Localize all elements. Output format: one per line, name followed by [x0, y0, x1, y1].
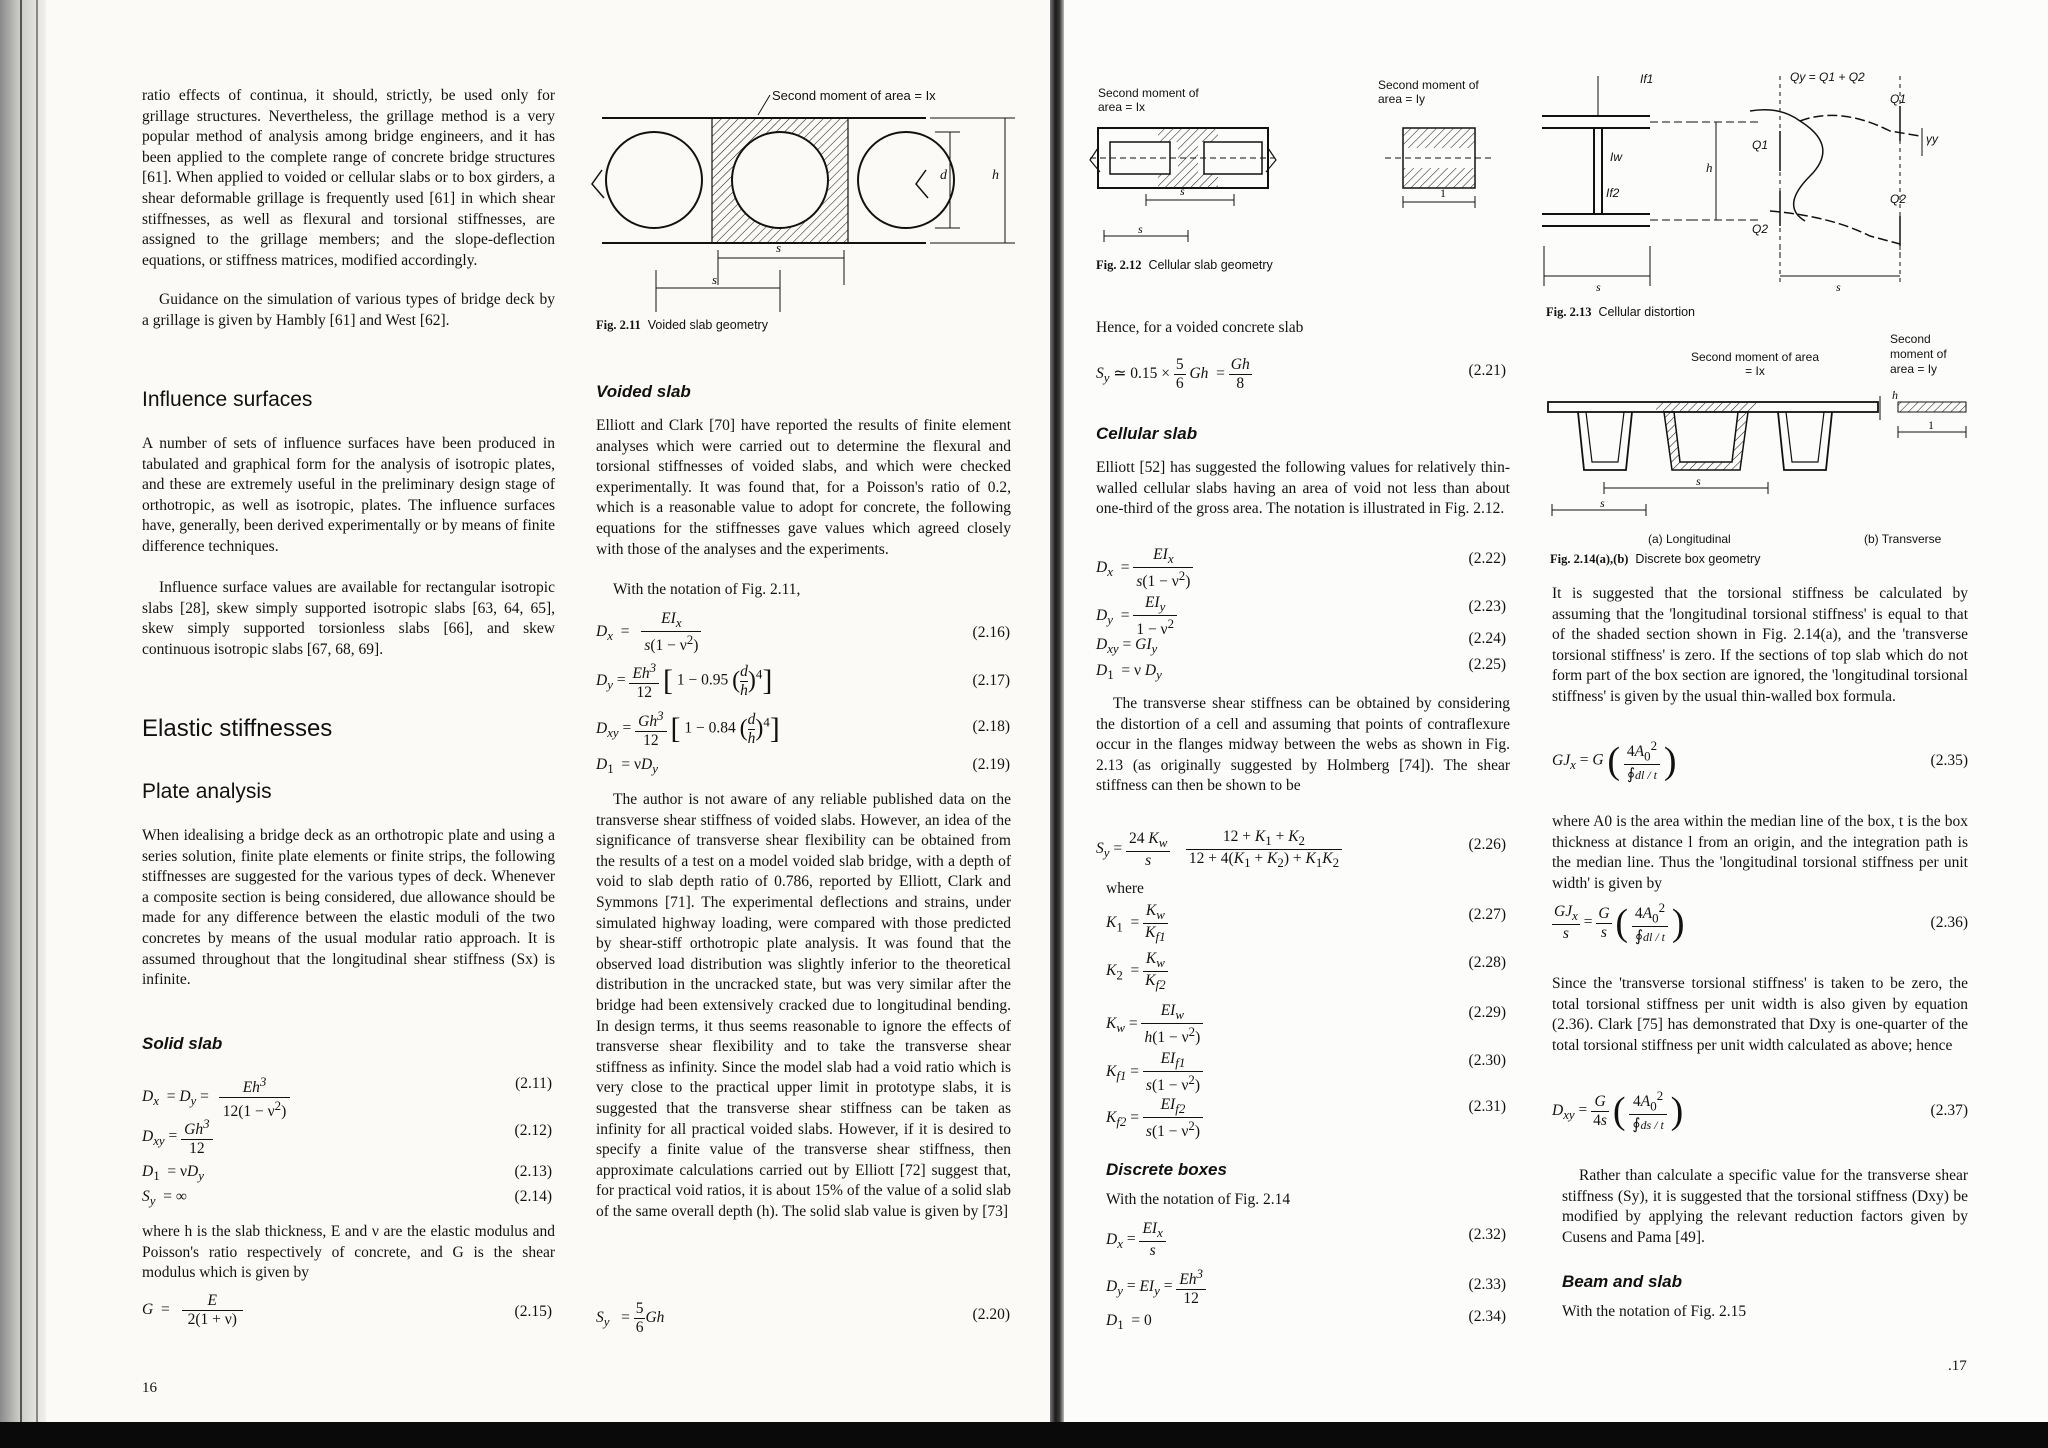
caption-number: Fig. 2.11: [596, 318, 641, 332]
paragraph-influence-1: A number of sets of influence surfaces have been produced in tabulated and graphical form for the analysis of isotropic plates, and these are extremely useful in the preliminary design stage of orthotropic, as well as isotropic, plates. The influence surfaces have, generally, been derived experimentally or by means of finite difference techniques.: [142, 435, 555, 555]
paragraph-box-4: Rather than calculate a specific value for the transverse shear stiffness (Sy), it is suggested that the torsional stiffness (Dxy) be modified by applying the relevant reduction factors given by Cusens and Pama [49].: [1562, 1167, 1968, 1246]
label-q1: Q1: [1752, 138, 1769, 152]
equation-2-15: G = $\frac{E}{2(1 + \nu)}$: [142, 1292, 243, 1329]
equation-number: (2.15): [514, 1303, 552, 1320]
heading-elastic-stiffnesses: Elastic stiffnesses: [142, 715, 333, 742]
book-edge-line: [20, 0, 22, 1448]
paragraph-cellular-2: The transverse shear stiffness can be obtained by considering the distortion of a cell and assuming that points of contraflexure occur in the flanges midway between the webs as shown in Fig. 2.13 (as originally suggested by Holmberg [74]). The shear stiffness can then be shown to be: [1096, 695, 1510, 795]
equation-2-23: $D_y$ = $EI_y$ $1 - \nu^2$: [1096, 594, 1177, 639]
equation-2-13: $D_1 = \nu D_y$: [142, 1163, 204, 1184]
figure-label-moment: Second moment of area = Ix: [772, 88, 936, 103]
label-s: s: [1596, 280, 1601, 294]
book-edge: [0, 0, 46, 1448]
figure-voided-slab: [590, 80, 1020, 320]
equation-number: (2.21): [1468, 362, 1506, 379]
label-fig214-moment-x: Second moment of area = Ix: [1690, 350, 1820, 378]
paragraph-box-1: It is suggested that the torsional stiffness be calculated by assuming that the 'longitudinal torsional stiffness' is equal to that of the shaded section shown in Fig. 2.14(a), and the 'transverse torsional stiffness' is zero. If the sections of top slab which do not form part of the box section are ignored, the 'longitudinal torsional stiffness' is given by the usual thin-walled box formula.: [1552, 585, 1968, 705]
label-gamma: γy: [1926, 132, 1938, 146]
paragraph-voided-3: The author is not aware of any reliable published data on the transverse shear stiffness of voided slabs. However, an idea of the significance of transverse shear flexibility can be obtained from the results of a test on a model voided slab bridge, with a depth of void to slab depth ratio of 0.786, reported by Elliott, Clark and Symmons [71]. The experimental deflections and strains, under simulated highway loading, were compared with those predicted by shear-stiff orthotropic plate analysis. It was found that the observed load distribution was slightly inferior to the theoretical distribution in the uncracked state, but was very similar after the bridge had been extensively cracked due to longitudinal bending. In design terms, it thus seems reasonable to ignore the effects of transverse shear flexibility and to take the transverse shear stiffness as infinity. Since the model slab had a void ratio which is very close to the practical upper limit in prototype slabs, it is suggested that the transverse shear stiffness can be taken as infinity for all practical voided slabs. However, if it is desired to specify a finite value of the transverse shear stiffness, then approximate calculations carried out by Elliott [72] suggest that, for practical void ratios, it is about 15% of the value of a solid slab of the same overall depth (h). The solid slab value is given by [73]: [596, 791, 1011, 1220]
figure-caption-2-11: [596, 318, 768, 333]
equation-number: (2.16): [972, 624, 1010, 641]
figure-label-moment-x: Second moment of area = Ix: [1098, 86, 1199, 114]
equation-2-30: $K_{f1}$ = $EI_{f1}$ $s(1 - \nu^2)$: [1106, 1050, 1203, 1095]
equation-2-34: $D_1 = 0$: [1106, 1312, 1152, 1333]
heading-solid-slab: Solid slab: [142, 1034, 223, 1053]
label-q2: Q2: [1752, 222, 1769, 236]
label-qy: Qy = Q1 + Q2: [1790, 70, 1865, 84]
equation-number: (2.17): [972, 672, 1010, 689]
figure-caption-2-14: [1550, 552, 1760, 567]
label-fig214-a: (a) Longitudinal: [1648, 532, 1731, 546]
page-number-left: 16: [142, 1380, 157, 1396]
equation-2-19: $D_1 = \nu D_y$: [596, 756, 658, 777]
equation-2-16: $D_x$ = $EI_x$ $s(1 - \nu^2)$: [596, 610, 701, 655]
figure-discrete-box: [1548, 390, 1968, 520]
paragraph-intro-1: ratio effects of continua, it should, strictly, be used only for grillage structures. Nevertheless, the grillage method is a very popular method of analysis among bridge engineers, and it has been applied to the complete range of concrete bridge structures [61]. When applied to voided or cellular slabs or to box girders, a shear deformable grillage is frequently used [61] in which shear stiffnesses, as well as flexural and torsional stiffnesses, are assigned to the grillage members; and the slope-deflection equations, or stiffness matrices, modified accordingly.: [142, 87, 555, 269]
figure-label-s: s: [712, 272, 718, 287]
equation-number: (2.30): [1468, 1052, 1506, 1069]
equation-number: (2.28): [1468, 954, 1506, 971]
book-gutter: [1050, 0, 1064, 1448]
caption-text: Cellular distortion: [1598, 305, 1696, 319]
equation-number: (2.32): [1468, 1226, 1506, 1243]
equation-2-31: $K_{f2}$ = $EI_{f2}$ $s(1 - \nu^2)$: [1106, 1096, 1203, 1141]
equation-number: (2.24): [1468, 630, 1506, 647]
heading-voided-slab: Voided slab: [596, 382, 691, 401]
paragraph-discrete: With the notation of Fig. 2.14: [1106, 1191, 1291, 1208]
equation-2-32: $D_x$ = $EI_x$ s: [1106, 1220, 1166, 1260]
label-if1: If1: [1640, 72, 1654, 86]
paragraph-cellular-1: Elliott [52] has suggested the following values for relatively thin-walled cellular slabs having an area of void not less than about one-third of the gross area. The notation is illustrated in Fig. 2.12.: [1096, 459, 1510, 518]
equation-number: (2.23): [1468, 598, 1506, 615]
figure-cellular-distortion: [1540, 76, 1940, 296]
equation-2-26: $S_y$ = $\frac{24 K_w}{s}$ $\frac{12 + K_1 + K_2}{12 + 4(K_1 + K_2) + K_1K_2}$: [1096, 828, 1342, 871]
paragraph-hence: Hence, for a voided concrete slab: [1096, 319, 1304, 336]
equation-2-20: $S_y$ = $\frac{5}{6}$ Gh: [596, 1300, 665, 1336]
label-if2: If2: [1606, 186, 1620, 200]
page-number-right: .17: [1948, 1358, 1967, 1374]
paragraph-where-h: where h is the slab thickness, E and ν are the elastic modulus and Poisson's ratio respectively of concrete, and G is the shear modulus which is given by: [142, 1223, 555, 1282]
label-fig214-s: s: [1696, 474, 1701, 488]
equation-2-33: $D_y = EI_y$ = $\frac{Eh^3}{12}$: [1106, 1266, 1206, 1308]
equation-number: (2.14): [514, 1188, 552, 1205]
where-label: where: [1106, 880, 1144, 897]
equation-2-14: $S_y$ = ∞: [142, 1188, 187, 1209]
paragraph-box-3: Since the 'transverse torsional stiffness' is taken to be zero, the total torsional stiffness per unit width is also given by equation (2.36). Clark [75] has demonstrated that Dxy is one-quarter of the total torsional stiffness per unit width calculated as above; hence: [1552, 975, 1968, 1054]
equation-2-12: $D_{xy}$ = $\frac{Gh^3}{12}$: [142, 1116, 213, 1158]
equation-number: (2.34): [1468, 1308, 1506, 1325]
label-fig214-moment-y: Second moment of area = Iy: [1890, 332, 1947, 376]
equation-number: (2.12): [514, 1122, 552, 1139]
figure-label-moment-y: Second moment of area = Iy: [1378, 78, 1479, 106]
label-s: s: [1836, 280, 1841, 294]
paragraph-influence-2: Influence surface values are available for rectangular isotropic slabs [28], skew simply supported isotropic slabs [63, 64, 65], skew simply supported torsionless slabs [66], and skew continuous isotropic slabs [67, 68, 69].: [142, 579, 555, 658]
paragraph-plate-analysis: When idealising a bridge deck as an orthotropic plate and using a series solution, finite plate elements or finite strips, the following stiffnesses are suggested for the various types of deck. Whenever a composite section is being considered, due allowance should be made for any difference between the elastic moduli of the two concretes by means of the usual modular ratio approach. It is assumed throughout that the longitudinal shear stiffness (Sx) is infinite.: [142, 827, 555, 989]
equation-number: (2.36): [1930, 914, 1968, 931]
equation-number: (2.35): [1930, 752, 1968, 769]
figure-label-one: 1: [1440, 186, 1446, 200]
caption-number: Fig. 2.14(a),(b): [1550, 552, 1629, 566]
label-fig214-b: (b) Transverse: [1864, 532, 1942, 546]
void-circle: [732, 132, 828, 228]
heading-plate-analysis: Plate analysis: [142, 780, 272, 803]
figure-cellular-slab: [1090, 118, 1510, 248]
equation-2-37: $D_{xy}$ = $\frac{G}{4s}$ ( $\frac{4A_0^2}{∮ds / t}$ ): [1552, 1088, 1684, 1134]
equation-number: (2.27): [1468, 906, 1506, 923]
heading-discrete-boxes: Discrete boxes: [1106, 1160, 1227, 1179]
equation-number: (2.29): [1468, 1004, 1506, 1021]
label-fig214-one: 1: [1928, 418, 1934, 432]
equation-2-25: $D_1 = \nu$ $D_y$: [1096, 662, 1162, 683]
equation-number: (2.37): [1930, 1102, 1968, 1119]
figure-caption-2-12: [1096, 258, 1273, 273]
equation-2-28: $K_2$ = $\frac{K_w}{K_{f2}}$: [1106, 950, 1166, 993]
equation-number: (2.18): [972, 718, 1010, 735]
equation-number: (2.11): [515, 1075, 552, 1092]
equation-number: (2.33): [1468, 1276, 1506, 1293]
book-edge-line: [36, 0, 38, 1448]
equation-2-21: $S_y$ ≃ 0.15 × $\frac{5}{6}$ Gh = $\frac{Gh}{8}$: [1096, 356, 1250, 392]
equation-number: (2.26): [1468, 836, 1506, 853]
heading-beam-and-slab: Beam and slab: [1562, 1272, 1682, 1291]
scan-bottom-border: [0, 1422, 2048, 1448]
paragraph-box-2: where A0 is the area within the median line of the box, t is the box thickness at distance l from an origin, and the integration path is the median line. Thus the 'longitudinal torsional stiffness per unit width' is given by: [1552, 813, 1968, 892]
equation-2-29: $K_w$ = $EI_w$ $h(1 - \nu^2)$: [1106, 1002, 1203, 1047]
equation-2-18: $D_{xy}$ = $\frac{Gh^3}{12}$ [ 1 − 0.84 ( $\frac{d}{h}$ )$^4$]: [596, 708, 780, 750]
heading-influence-surfaces: Influence surfaces: [142, 388, 313, 411]
equation-2-24: $D_{xy} = GI_y$: [1096, 636, 1158, 657]
label-fig214-h: h: [1892, 388, 1898, 402]
figure-label-s: s: [776, 240, 782, 255]
equation-number: (2.31): [1468, 1098, 1506, 1115]
equation-number: (2.20): [972, 1306, 1010, 1323]
paragraph-voided-1: Elliott and Clark [70] have reported the results of finite element analyses which were carried out to determine the flexural and torsional stiffnesses of voided slabs, and which were checked experimentally. It was found that, for a Poisson's ratio of 0.2, which is a reasonable value to adopt for concrete, the following equations for the stiffnesses gave values which agreed closely with those of the analyses and the experiments.: [596, 417, 1011, 558]
caption-text: Discrete box geometry: [1635, 552, 1761, 566]
equation-2-11: $D_x = D_y$ = $\frac{Eh^3}{12(1 - \nu^2)}$: [142, 1074, 290, 1121]
void-circle: [606, 132, 702, 228]
label-fig214-s: s: [1600, 496, 1605, 510]
paragraph-voided-2: With the notation of Fig. 2.11,: [613, 581, 801, 598]
equation-2-27: $K_1$ = $\frac{K_w}{K_{f1}}$: [1106, 902, 1166, 945]
caption-text: Cellular slab geometry: [1148, 258, 1273, 272]
figure-label-s: s: [1138, 222, 1143, 236]
figure-label-h: h: [992, 168, 999, 183]
caption-number: Fig. 2.12: [1096, 258, 1142, 272]
label-q2: Q2: [1890, 192, 1907, 206]
label-h: h: [1706, 160, 1713, 175]
paragraph-beam: With the notation of Fig. 2.15: [1562, 1303, 1747, 1320]
equation-number: (2.22): [1468, 550, 1506, 567]
figure-label-s: s: [1180, 184, 1185, 198]
label-q1: Q1: [1890, 92, 1907, 106]
equation-2-36: $GJ_x$ s = $\frac{G}{s}$ ( $\frac{4A_0^2}{∮dl / t}$ ): [1554, 900, 1685, 946]
equation-2-22: $D_x$ = $EI_x$ $s(1 - \nu^2)$: [1096, 546, 1193, 591]
figure-caption-2-13: [1546, 305, 1695, 320]
equation-2-35: $GJ_x = G$ ( $\frac{4A_0^2}{∮dl / t}$ ): [1552, 738, 1677, 784]
figure-label-d: d: [940, 168, 947, 183]
label-iw: Iw: [1610, 150, 1622, 164]
caption-number: Fig. 2.13: [1546, 305, 1592, 319]
equation-number: (2.19): [972, 756, 1010, 773]
equation-2-17: $D_y$ = $\frac{Eh^3}{12}$ [ 1 − 0.95 ( $\frac{d}{h}$ )$^4$]: [596, 660, 773, 702]
heading-cellular-slab: Cellular slab: [1096, 424, 1198, 443]
equation-number: (2.25): [1468, 656, 1506, 673]
equation-number: (2.13): [514, 1163, 552, 1180]
caption-text: Voided slab geometry: [647, 318, 768, 332]
paragraph-intro-2: Guidance on the simulation of various types of bridge deck by a grillage is given by Hambly [61] and West [62].: [142, 291, 555, 329]
